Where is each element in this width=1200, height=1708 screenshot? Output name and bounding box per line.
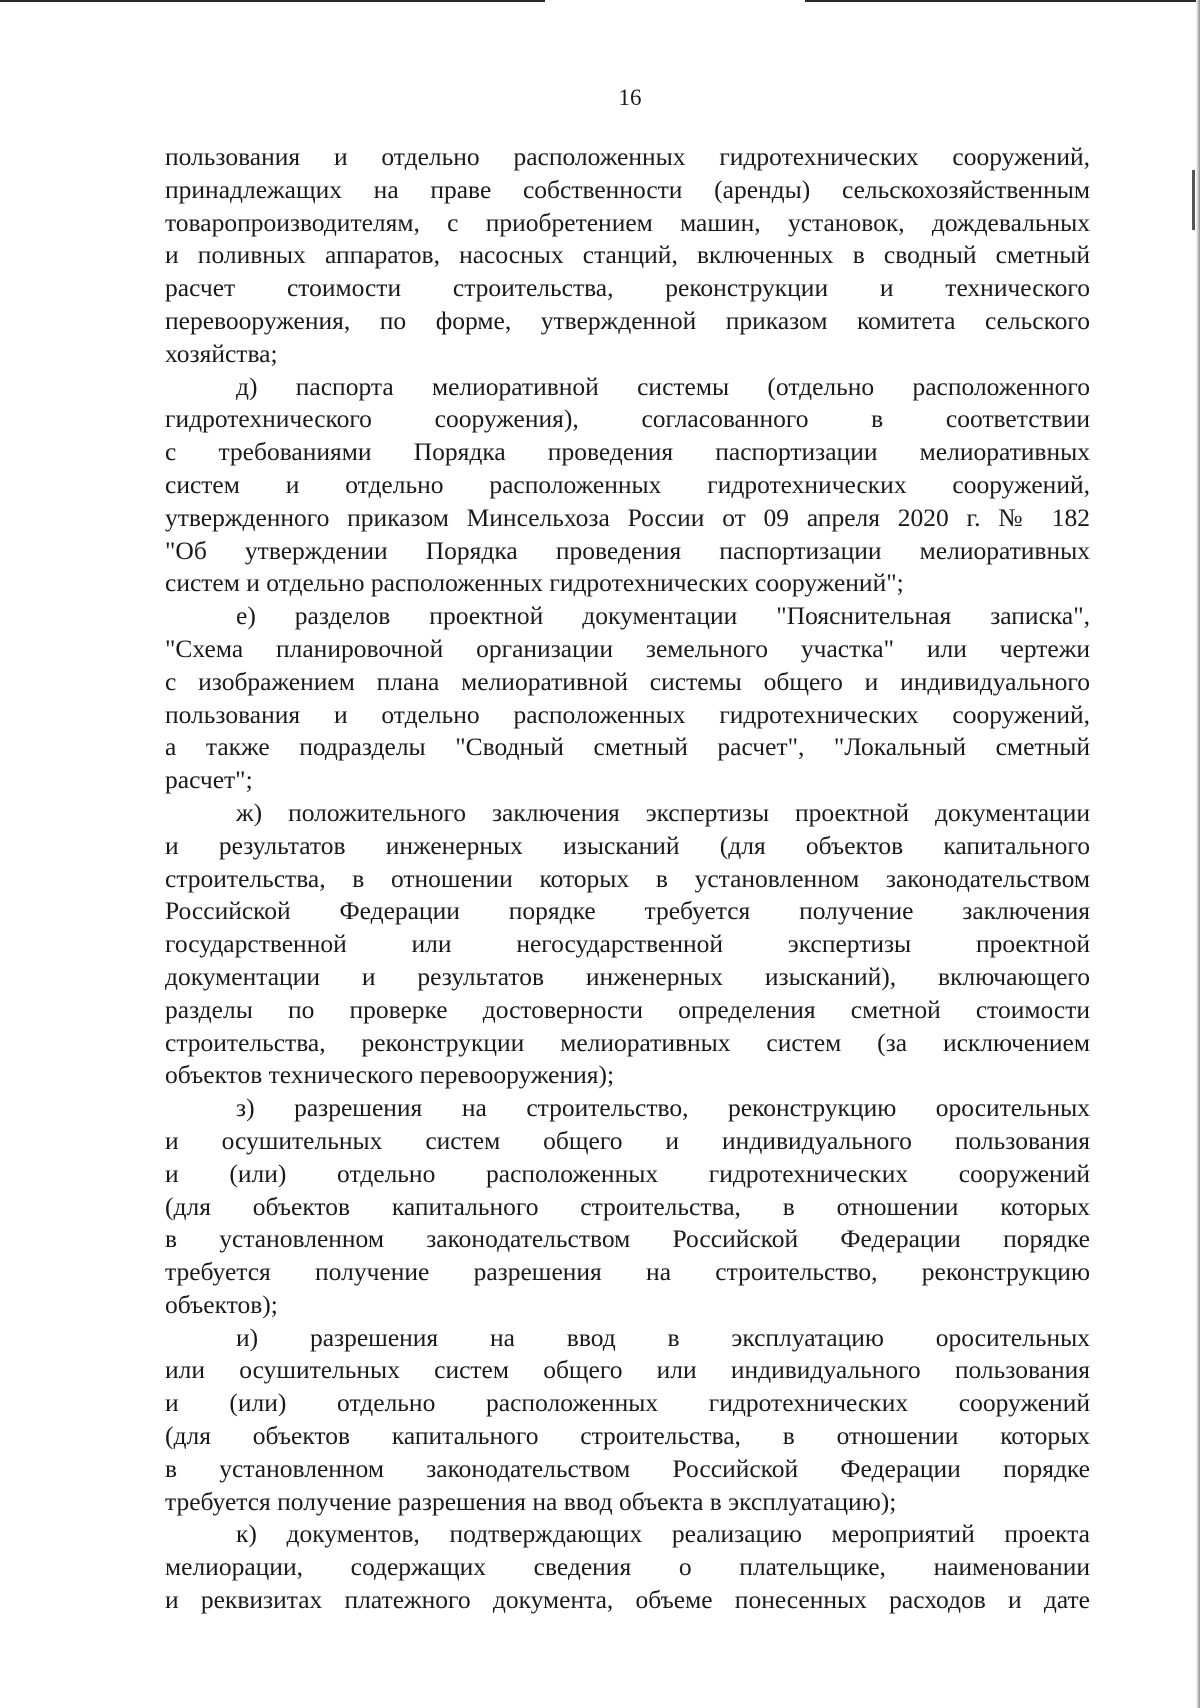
text-line: и осушительных систем общего и индивидуального пользования bbox=[165, 1125, 1090, 1155]
text-line: с изображением плана мелиоративной системы общего и индивидуального bbox=[165, 666, 1090, 696]
text-line: (для объектов капитального строительства, в отношении которых bbox=[165, 1191, 1090, 1221]
text-line: в установленном законодательством Российской Федерации порядке bbox=[165, 1224, 1090, 1254]
text-line: "Об утверждении Порядка проведения паспортизации мелиоративных bbox=[165, 535, 1090, 565]
text-line: Российской Федерации порядке требуется получение заключения bbox=[165, 896, 1090, 926]
text-line: е) разделов проектной документации "Пояснительная записка", bbox=[236, 601, 1090, 631]
text-line: строительства, в отношении которых в установленном законодательством bbox=[165, 863, 1090, 893]
text-line: перевооружения, по форме, утвержденной приказом комитета сельского bbox=[165, 305, 1090, 335]
text-line: ж) положительного заключения экспертизы проектной документации bbox=[236, 797, 1090, 827]
text-line: документации и результатов инженерных изысканий), включающего bbox=[165, 961, 1090, 991]
text-line: и реквизитах платежного документа, объеме понесенных расходов и дате bbox=[165, 1585, 1090, 1615]
text-line: объектов технического перевооружения); bbox=[165, 1060, 615, 1090]
text-line: к) документов, подтверждающих реализацию мероприятий проекта bbox=[236, 1519, 1090, 1549]
text-line: расчет стоимости строительства, реконструкции и технического bbox=[165, 273, 1090, 303]
text-line: государственной или негосударственной экспертизы проектной bbox=[165, 929, 1090, 959]
text-line: с требованиями Порядка проведения паспортизации мелиоративных bbox=[165, 437, 1090, 467]
text-line: объектов); bbox=[165, 1289, 278, 1319]
paragraph-item-e bbox=[165, 600, 1090, 797]
text-line: принадлежащих на праве собственности (аренды) сельскохозяйственным bbox=[165, 174, 1090, 204]
text-line: з) разрешения на строительство, реконструкцию оросительных bbox=[236, 1093, 1090, 1123]
text-line: требуется получение разрешения на ввод объекта в эксплуатацию); bbox=[165, 1486, 897, 1516]
text-line: д) паспорта мелиоративной системы (отдельно расположенного bbox=[236, 371, 1090, 401]
text-line: и (или) отдельно расположенных гидротехнических сооружений bbox=[165, 1388, 1090, 1418]
scan-edge-right bbox=[1196, 0, 1200, 1708]
paragraph-item-i bbox=[165, 1322, 1090, 1519]
text-line: "Схема планировочной организации земельного участка" или чертежи bbox=[165, 633, 1090, 663]
text-line: и (или) отдельно расположенных гидротехнических сооружений bbox=[165, 1158, 1090, 1188]
text-line: а также подразделы "Сводный сметный расчет", "Локальный сметный bbox=[165, 732, 1090, 762]
text-line: товаропроизводителям, с приобретением машин, установок, дождевальных bbox=[165, 207, 1090, 237]
paragraph-item-z bbox=[165, 1092, 1090, 1322]
text-line: и поливных аппаратов, насосных станций, включенных в сводный сметный bbox=[165, 240, 1090, 270]
text-line: систем и отдельно расположенных гидротехнических сооружений, bbox=[165, 469, 1090, 499]
text-line: строительства, реконструкции мелиоративных систем (за исключением bbox=[165, 1027, 1090, 1057]
text-line: требуется получение разрешения на строительство, реконструкцию bbox=[165, 1257, 1090, 1287]
paragraph-item-d bbox=[165, 371, 1090, 601]
text-line: гидротехнического сооружения), согласованного в соответствии bbox=[165, 404, 1090, 434]
text-line: хозяйства; bbox=[165, 338, 278, 368]
text-line: и) разрешения на ввод в эксплуатацию оросительных bbox=[236, 1322, 1090, 1352]
document-body bbox=[165, 141, 1090, 1617]
text-line: расчет"; bbox=[165, 765, 253, 795]
text-line: (для объектов капитального строительства, в отношении которых bbox=[165, 1421, 1090, 1451]
text-line: мелиорации, содержащих сведения о плательщике, наименовании bbox=[165, 1552, 1090, 1582]
paragraph-item-k bbox=[165, 1518, 1090, 1616]
text-line: пользования и отдельно расположенных гидротехнических сооружений, bbox=[165, 142, 1090, 171]
text-line: пользования и отдельно расположенных гидротехнических сооружений, bbox=[165, 699, 1090, 729]
text-line: в установленном законодательством Российской Федерации порядке bbox=[165, 1453, 1090, 1483]
page-number: 16 bbox=[618, 85, 642, 110]
text-line: утвержденного приказом Минсельхоза России от 09 апреля 2020 г. № 182 bbox=[165, 502, 1090, 532]
text-line: разделы по проверке достоверности определения сметной стоимости bbox=[165, 994, 1090, 1024]
text-line: систем и отдельно расположенных гидротехнических сооружений"; bbox=[165, 568, 904, 598]
text-line: и результатов инженерных изысканий (для объектов капитального bbox=[165, 830, 1090, 860]
scan-edge-top-gap bbox=[545, 0, 805, 2]
text-line: или осушительных систем общего или индивидуального пользования bbox=[165, 1355, 1090, 1385]
scan-edge-mark bbox=[1192, 170, 1195, 230]
paragraph-item-zh bbox=[165, 797, 1090, 1092]
paragraph-continuation bbox=[165, 141, 1090, 371]
